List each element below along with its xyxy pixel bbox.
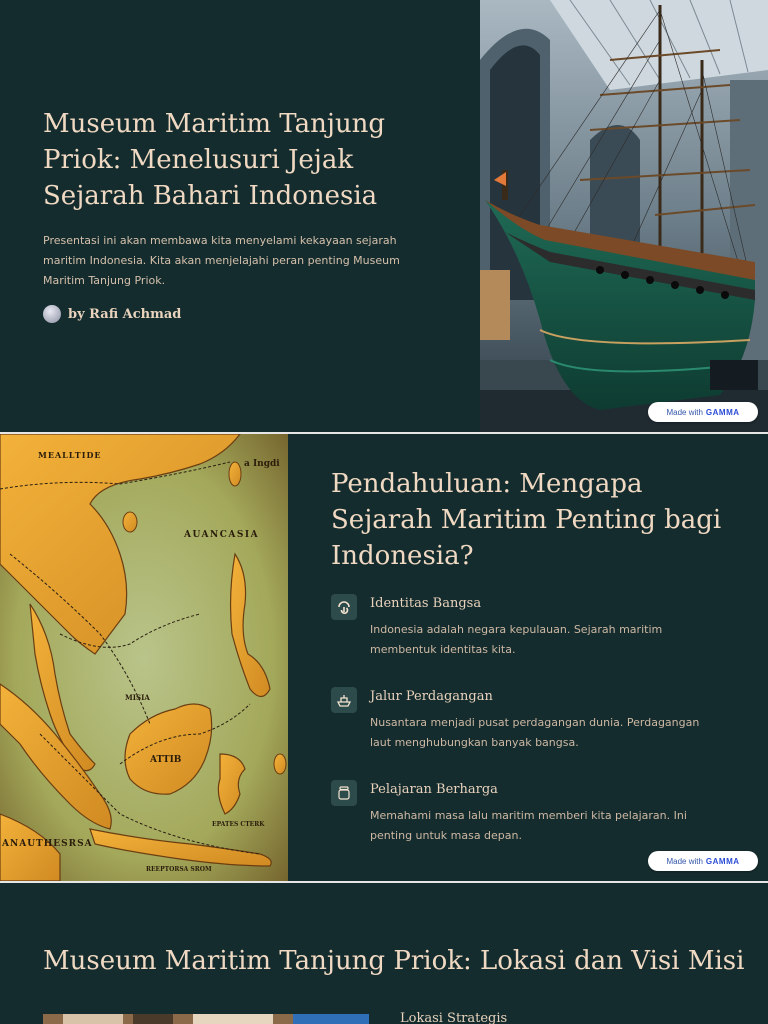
- fingerprint-icon: [331, 594, 357, 620]
- item-title-1: Identitas Bangsa: [370, 596, 482, 611]
- map-label-center: MISIA: [125, 693, 150, 702]
- item-title-3: Pelajaran Berharga: [370, 782, 498, 797]
- ship-image: [480, 0, 768, 432]
- badge-brand: GAMMA: [705, 856, 740, 866]
- made-with-gamma-badge[interactable]: [648, 402, 758, 422]
- avatar: [43, 305, 61, 323]
- title-slide: [0, 0, 768, 432]
- badge-brand: GAMMA: [705, 407, 740, 417]
- map-label-right: AUANCASIA: [184, 530, 260, 540]
- item-desc-1: Indonesia adalah negara kepulauan. Sejarah maritim membentuk identitas kita.: [370, 623, 663, 656]
- building-image: [43, 1014, 369, 1024]
- slide-title: Museum Maritim Tanjung Priok: Menelusuri Jejak Sejarah Bahari Indonesia: [43, 109, 386, 211]
- map-label-top-right: a Ingdi: [244, 459, 280, 469]
- made-with-gamma-badge[interactable]: [648, 851, 758, 871]
- author-name: by Rafi Achmad: [68, 306, 182, 322]
- item-desc-2: Nusantara menjadi pusat perdagangan dunia. Perdagangan laut menghubungkan banyak bangsa.: [370, 716, 700, 749]
- ship-icon: [331, 687, 357, 713]
- map-label-top-left: MEALLTIDE: [38, 450, 102, 460]
- map-label-island: ATTIB: [150, 755, 182, 765]
- author: [43, 305, 181, 323]
- map-image: [0, 434, 288, 881]
- badge-prefix: Made with: [666, 856, 703, 866]
- jar-icon: [331, 780, 357, 806]
- item-desc-3: Memahami masa lalu maritim memberi kita pelajaran. Ini penting untuk masa depan.: [370, 809, 687, 842]
- slide-title: Pendahuluan: Mengapa Sejarah Maritim Penting bagi Indonesia?: [331, 469, 722, 571]
- item-title-2: Jalur Perdagangan: [370, 689, 493, 704]
- location-slide: [0, 883, 768, 1024]
- map-label-bottom-left: ANAUTHESRSA: [2, 839, 93, 849]
- map-label-bottom-center: REEPTORSA SROM: [146, 866, 212, 873]
- subheading: Lokasi Strategis: [400, 1011, 508, 1024]
- intro-slide: [0, 434, 768, 881]
- map-label-bottom-right: EPATES CTERK: [212, 821, 265, 828]
- slide-title: Museum Maritim Tanjung Priok: Lokasi dan Visi Misi: [43, 946, 745, 976]
- badge-prefix: Made with: [666, 407, 703, 417]
- slide-description: Presentasi ini akan membawa kita menyelami kekayaan sejarah maritim Indonesia. Kita akan menjelajahi peran penting Museum Maritim Tanjung Priok.: [43, 234, 400, 287]
